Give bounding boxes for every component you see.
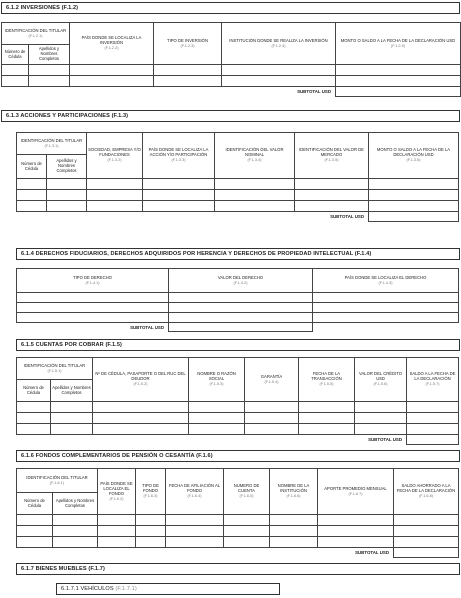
subtotal-value[interactable] <box>336 87 461 97</box>
header-valor-mercado: IDENTIFICACIÓN DEL VALOR DE MERCADO (F.1.3.5) <box>295 133 369 179</box>
inversiones-table <box>1 22 461 97</box>
header-numero-cuenta: NUMERO DE CUENTA (F.1.6.5) <box>224 469 270 515</box>
header-identificacion: IDENTIFICACIÓN DEL TITULAR (F.1.5.1) <box>17 358 93 380</box>
table-row[interactable] <box>17 413 459 424</box>
header-institucion: NOMBRE DE LA INSTITUCIÓN (F.1.6.6) <box>270 469 318 515</box>
header-pais-derecho: PAÍS DONDE SE LOCALIZA EL DERECHO (F.1.4.3) <box>313 269 459 293</box>
header-valor-nominal: IDENTIFICACIÓN DEL VALOR NOMINAL (F.1.3.4) <box>215 133 295 179</box>
header-identificacion: IDENTIFICACIÓN DEL TITULAR (F.1.3.1) <box>17 133 87 155</box>
header-saldo-ahorrado: SALDO AHORRADO A LA FECHA DE LA DECLARACIÓN (F.1.6.8) <box>394 469 459 515</box>
header-saldo: SALDO A LA FECHA DE LA DECLARACIÓN (F.1.5.7) <box>407 358 459 402</box>
table-row[interactable] <box>17 201 459 212</box>
subsection-title-vehiculos: 6.1.7.1 VEHÍCULOS (F.1.7.1) <box>56 583 280 595</box>
table-row[interactable] <box>17 537 459 548</box>
subtotal-label: SUBTOTAL USD <box>130 324 164 330</box>
table-row[interactable] <box>2 76 461 87</box>
table-row[interactable] <box>2 65 461 76</box>
table-row[interactable] <box>17 303 459 313</box>
derechos-table <box>16 268 459 332</box>
header-pais: PAÍS DONDE SE LOCALIZA LA INVERSIÓN (F.1.2.2) <box>70 23 154 65</box>
table-row[interactable] <box>17 526 459 537</box>
section-title-fondos-pension: 6.1.6 FONDOS COMPLEMENTARIOS DE PENSIÓN O CESANTÍA (F.1.6) <box>16 450 460 462</box>
subtotal-value[interactable] <box>394 548 459 558</box>
section-title-cuentas-por-cobrar: 6.1.5 CUENTAS POR COBRAR (F.1.5) <box>16 339 460 351</box>
header-tipo-inversion: TIPO DE INVERSIÓN (F.1.2.3) <box>154 23 222 65</box>
subtotal-value[interactable] <box>369 212 459 222</box>
subtotal-label: SUBTOTAL USD <box>368 437 402 443</box>
header-ruc-deudor: Nº DE CÉDULA, PASAPORTE O DEL RUC DEL DEUDOR (F.1.5.2) <box>93 358 189 402</box>
header-pais-fondo: PAÍS DONDE SE LOCALIZA EL FONDO (F.1.6.2) <box>98 469 136 515</box>
subtotal-label: SUBTOTAL USD <box>297 89 331 95</box>
header-cedula: Número de Cédula <box>17 493 53 515</box>
header-fecha-afiliacion: FECHA DE AFILIACIÓN AL FONDO (F.1.6.4) <box>166 469 224 515</box>
subtotal-label: SUBTOTAL USD <box>355 550 389 556</box>
table-row[interactable] <box>17 179 459 190</box>
cuentas-por-cobrar-table <box>16 357 459 445</box>
subtotal-value[interactable] <box>169 323 313 332</box>
header-monto: MONTO O SALDO A LA FECHA DE LA DECLARACIÓN USD (F.1.2.5) <box>336 23 461 65</box>
header-cedula: Número de Cédula <box>17 155 47 179</box>
fondos-pension-table <box>16 468 459 558</box>
header-valor-derecho: VALOR DEL DERECHO (F.1.4.2) <box>169 269 313 293</box>
header-nombres: Apellidos y Nombres Completos <box>29 45 70 65</box>
section-title-inversiones: 6.1.2 INVERSIONES (F.1.2) <box>1 2 460 14</box>
header-monto: MONTO O SALDO A LA FECHA DE LA DECLARACIÓN USD (F.1.3.6) <box>369 133 459 179</box>
table-row[interactable] <box>17 515 459 526</box>
header-identificacion: IDENTIFICACIÓN DEL TITULAR (F.1.6.1) <box>17 469 98 493</box>
header-razon-social: NOMBRE O RAZÓN SOCIAL (F.1.5.3) <box>189 358 245 402</box>
header-nombres: Apellidos y Nombres Completos <box>51 380 93 402</box>
section-title-derechos: 6.1.4 DERECHOS FIDUCIARIOS, DERECHOS ADQUIRIDOS POR HERENCIA Y DERECHOS DE PROPIEDAD INTELECTUAL (F.1.4) <box>16 248 460 260</box>
header-nombres: Apellidos y Nombres Completos <box>53 493 98 515</box>
table-row[interactable] <box>17 190 459 201</box>
section-title-bienes-muebles: 6.1.7 BIENES MUEBLES (F.1.7) <box>16 563 460 575</box>
header-nombres: Apellidos y Nombres Completos <box>47 155 87 179</box>
header-identificacion: IDENTIFICACIÓN DEL TITULAR (F.1.2.1) <box>2 23 70 45</box>
header-aporte: APORTE PROMEDIO MENSUAL (F.1.6.7) <box>318 469 394 515</box>
header-sociedad: SOCIEDAD, EMPRESA Y/O FUNDACIONES (F.1.3.2) <box>87 133 143 179</box>
header-institucion: INSTITUCIÓN DONDE SE REALIZA LA INVERSIÓN (F.1.2.4) <box>222 23 336 65</box>
header-cedula: Número de Cédula <box>2 45 29 65</box>
header-cedula: Número de Cédula <box>17 380 51 402</box>
acciones-table <box>16 132 459 222</box>
subtotal-value[interactable] <box>407 435 459 445</box>
table-row[interactable] <box>17 293 459 303</box>
header-valor-credito: VALOR DEL CRÉDITO USD (F.1.5.6) <box>355 358 407 402</box>
header-pais: PAÍS DONDE SE LOCALIZA LA ACCIÓN Y/O PARTICIPACIÓN (F.1.3.3) <box>143 133 215 179</box>
table-row[interactable] <box>17 313 459 323</box>
header-fecha-transaccion: FECHA DE LA TRANSACCIÓN (F.1.5.5) <box>299 358 355 402</box>
table-row[interactable] <box>17 402 459 413</box>
section-title-acciones: 6.1.3 ACCIONES Y PARTICIPACIONES (F.1.3) <box>1 110 460 122</box>
table-row[interactable] <box>17 424 459 435</box>
header-tipo-fondo: TIPO DE FONDO (F.1.6.3) <box>136 469 166 515</box>
header-tipo-derecho: TIPO DE DERECHO (F.1.4.1) <box>17 269 169 293</box>
header-garantia: GARANTÍA (F.1.5.4) <box>245 358 299 402</box>
subtotal-label: SUBTOTAL USD <box>330 214 364 220</box>
